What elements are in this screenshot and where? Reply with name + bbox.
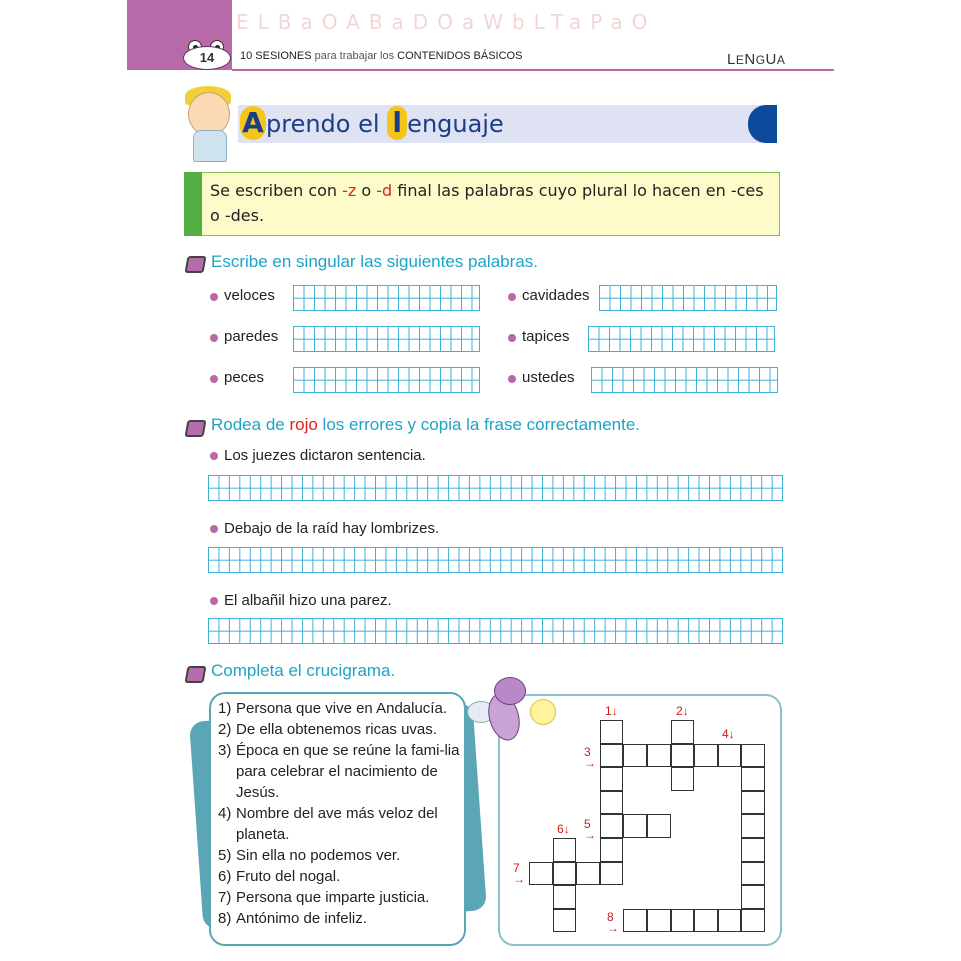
bullet-icon xyxy=(508,293,516,301)
crossword-cell[interactable] xyxy=(741,744,765,768)
clue-list xyxy=(218,698,462,929)
word-veloces: veloces xyxy=(224,287,275,304)
answer-grid-veloces[interactable] xyxy=(293,285,480,311)
crossword-cell[interactable] xyxy=(553,838,577,862)
page-number: 14 xyxy=(183,46,231,70)
bullet-icon xyxy=(210,375,218,383)
word-tapices: tapices xyxy=(522,328,570,345)
cw-number-5: 5 → xyxy=(584,817,596,842)
crossword-card xyxy=(498,694,782,946)
crossword-cell[interactable] xyxy=(741,862,765,886)
crossword-cell[interactable] xyxy=(671,909,695,933)
bullet-icon xyxy=(508,334,516,342)
answer-grid-tapices[interactable] xyxy=(588,326,775,352)
notebook-icon xyxy=(185,420,207,437)
rule-text: Se escriben con -z o -d final las palabras cuyo plural lo hacen en -ces o -des. xyxy=(210,181,764,225)
clue-6: 6) Fruto del nogal. xyxy=(218,868,341,885)
crossword-cell[interactable] xyxy=(623,909,647,933)
cw-number-2: 2↓ xyxy=(676,704,689,718)
notebook-icon xyxy=(185,256,207,273)
firefly-illustration xyxy=(494,677,526,705)
notebook-icon xyxy=(185,666,207,683)
crossword-cell[interactable] xyxy=(741,814,765,838)
crossword-cell[interactable] xyxy=(553,862,577,886)
crossword-cell[interactable] xyxy=(671,744,695,768)
clue-5: 5) Sin ella no podemos ver. xyxy=(218,847,401,864)
crossword-cell[interactable] xyxy=(694,744,718,768)
copy-grid-3[interactable] xyxy=(208,618,783,644)
crossword-cell[interactable] xyxy=(741,767,765,791)
word-paredes: paredes xyxy=(224,328,279,345)
crossword-cell[interactable] xyxy=(647,814,671,838)
bullet-icon xyxy=(210,452,218,460)
header-decor-letters: ELBaOABaDOaWbLTaPaO xyxy=(236,10,657,34)
cw-number-3: 3 → xyxy=(584,745,596,770)
clue-8: 8) Antónimo de infeliz. xyxy=(218,910,367,927)
sentence-2: Debajo de la raíd hay lombrizes. xyxy=(224,520,440,537)
crossword-cell[interactable] xyxy=(600,767,624,791)
copy-grid-1[interactable] xyxy=(208,475,783,501)
word-ustedes: ustedes xyxy=(522,369,575,386)
crossword-cell[interactable] xyxy=(529,862,553,886)
cw-number-4: 4↓ xyxy=(722,727,735,741)
crossword-cell[interactable] xyxy=(600,720,624,744)
crossword-cell[interactable] xyxy=(553,885,577,909)
crossword-cell[interactable] xyxy=(623,744,647,768)
word-peces: peces xyxy=(224,369,265,386)
answer-grid-cavidades[interactable] xyxy=(599,285,777,311)
title-bar-cap xyxy=(748,105,777,143)
answer-grid-paredes[interactable] xyxy=(293,326,480,352)
answer-grid-peces[interactable] xyxy=(293,367,480,393)
header-underline xyxy=(232,69,834,71)
word-cavidades: cavidades xyxy=(522,287,590,304)
copy-grid-2[interactable] xyxy=(208,547,783,573)
page-title: Aprendo el l enguaje xyxy=(240,106,504,140)
bullet-icon xyxy=(210,597,218,605)
cw-number-7: 7 → xyxy=(513,861,525,886)
crossword-cell[interactable] xyxy=(671,767,695,791)
header-subject: LENGUA xyxy=(727,51,786,68)
crossword-cell[interactable] xyxy=(600,744,624,768)
cw-number-1: 1↓ xyxy=(605,704,618,718)
crossword-cell[interactable] xyxy=(671,720,695,744)
section1-title: Escribe en singular las siguientes palabras. xyxy=(211,252,538,271)
crossword-cell[interactable] xyxy=(647,744,671,768)
crossword-cell[interactable] xyxy=(647,909,671,933)
crossword-cell[interactable] xyxy=(600,862,624,886)
crossword-cell[interactable] xyxy=(741,791,765,815)
crossword-cell[interactable] xyxy=(600,838,624,862)
firefly-glow xyxy=(530,699,556,725)
clue-7: 7) Persona que imparte justicia. xyxy=(218,889,430,906)
title-cap-a: A xyxy=(240,106,266,140)
sentence-1: Los juezes dictaron sentencia. xyxy=(224,447,426,464)
crossword-cell[interactable] xyxy=(741,885,765,909)
cw-number-6: 6↓ xyxy=(557,822,570,836)
section3-title: Completa el crucigrama. xyxy=(211,661,396,680)
rule-stripe xyxy=(184,172,202,236)
bullet-icon xyxy=(210,334,218,342)
crossword-cell[interactable] xyxy=(741,838,765,862)
sentence-3: El albañil hizo una parez. xyxy=(224,592,392,609)
clue-1: 1) Persona que vive en Andalucía. xyxy=(218,700,447,717)
crossword-cell[interactable] xyxy=(576,862,600,886)
clue-2: 2) De ella obtenemos ricas uvas. xyxy=(218,721,437,738)
bullet-icon xyxy=(210,293,218,301)
boy-body xyxy=(193,130,227,162)
bullet-icon xyxy=(210,525,218,533)
crossword-cell[interactable] xyxy=(600,791,624,815)
crossword-cell[interactable] xyxy=(623,814,647,838)
crossword-cell[interactable] xyxy=(741,909,765,933)
clue-3: 3) Época en que se reúne la fami-lia para celebrar el nacimiento de Jesús. xyxy=(218,742,460,801)
section2-title: Rodea de rojo los errores y copia la frase correctamente. xyxy=(211,415,640,434)
cw-number-8: 8 → xyxy=(607,910,619,935)
crossword-cell[interactable] xyxy=(553,909,577,933)
title-cap-l: l xyxy=(387,106,407,140)
crossword-cell[interactable] xyxy=(694,909,718,933)
crossword-cell[interactable] xyxy=(600,814,624,838)
answer-grid-ustedes[interactable] xyxy=(591,367,778,393)
header-title: 10 SESIONES para trabajar los CONTENIDOS BÁSICOS xyxy=(240,50,523,62)
clue-4: 4) Nombre del ave más veloz del planeta. xyxy=(218,805,438,843)
crossword-cell[interactable] xyxy=(718,744,742,768)
bullet-icon xyxy=(508,375,516,383)
crossword-cell[interactable] xyxy=(718,909,742,933)
